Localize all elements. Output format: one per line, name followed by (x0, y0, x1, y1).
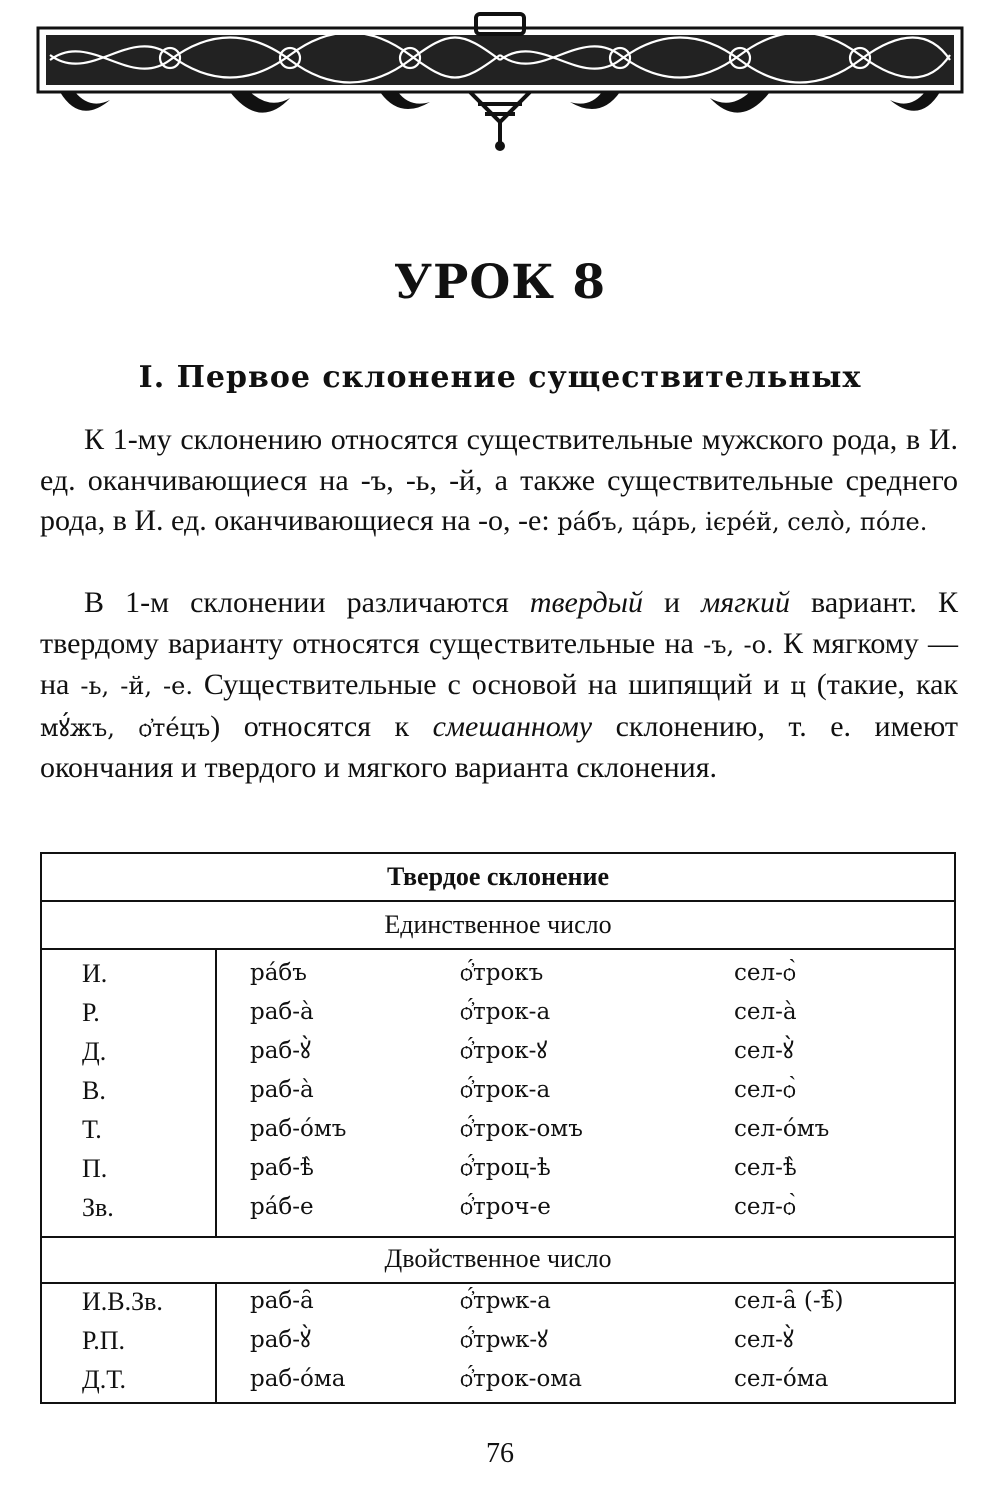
para2-cs2: -ь, -й, -е. (80, 672, 193, 700)
para2-t6: (такие, как (805, 668, 958, 701)
form-otrok: ѻ҆́трок-а (460, 1077, 551, 1103)
table-row (42, 1149, 954, 1188)
form-rab: раб-о́ма (250, 1366, 346, 1392)
form-otrok: ѻ҆́трок-ꙋ (460, 1038, 548, 1064)
table-row (42, 993, 954, 1032)
ornament-header (30, 10, 970, 155)
para2-t7: ) относятся к (210, 709, 433, 743)
singular-header: Единственное число (42, 902, 954, 950)
form-rab: раб-ѣ̀ (250, 1155, 314, 1181)
table-row (42, 1188, 954, 1227)
table-row (42, 1321, 954, 1360)
case-label: В. (82, 1076, 106, 1105)
form-selo: сел-ꙋ̀ (734, 1327, 794, 1353)
para2-t3: вариант. К твердому варианту относятся существительные на (40, 586, 958, 660)
paragraph-first-declension (40, 420, 958, 543)
para2-t2: и (642, 586, 702, 619)
paragraph-variants (40, 583, 958, 789)
page-number: 76 (486, 1438, 514, 1469)
form-rab: раб-о́мъ (250, 1116, 347, 1142)
form-rab: раб-а̑ (250, 1288, 314, 1314)
form-rab: раб-ꙋ̀ (250, 1327, 311, 1353)
para2-t1: В 1-м склонении различаются (84, 586, 530, 619)
form-otrok: ѻ҆́трок-а (460, 999, 551, 1025)
form-rab: ра́б-е (250, 1194, 314, 1220)
form-otrok: ѻ҆́троч-е (460, 1194, 551, 1220)
form-selo: сел-ѻ̀ (734, 1077, 796, 1103)
section-heading: I. Первое склонение существительных (138, 360, 862, 395)
para2-cs4: мꙋ́жъ, ѻ҆те́цъ (40, 713, 211, 742)
table-row (42, 1071, 954, 1110)
case-label: Д. (82, 1037, 107, 1066)
form-selo: сел-ѻ̀ (734, 1194, 796, 1220)
form-otrok: ѻ҆́трок-ома (460, 1366, 582, 1392)
para2-t8: склонению, т. е. имеют окончания и твердого и мягкого варианта склонения. (40, 709, 958, 784)
table-title: Твердое склонение (42, 854, 954, 902)
form-rab: раб-ꙋ̀ (250, 1038, 311, 1064)
form-otrok: ѻ҆́троц-ѣ (460, 1155, 551, 1181)
dual-header: Двойственное число (42, 1236, 954, 1284)
table-row (42, 954, 954, 993)
para2-mixed: смешанному (432, 709, 593, 743)
case-label: Р.П. (82, 1326, 125, 1355)
case-label: И. (82, 959, 108, 988)
table-row (42, 1282, 954, 1321)
para2-t4: К мягкому — на (40, 626, 958, 701)
para2-cs1: -ъ, -о. (703, 630, 774, 659)
para1-examples: ра́бъ, ца́рь, ієре́й, село̀, по́ле. (557, 508, 928, 536)
form-selo: сел-ꙋ̀ (734, 1038, 794, 1064)
case-label: Зв. (82, 1193, 114, 1222)
para1-text: К 1-му склонению относятся существительные мужского рода, в И. ед. оканчивающиеся на -ъ, -ь, -й, а также существительные среднего рода, в И. ед. оканчивающиеся на -о, -е: (40, 423, 958, 537)
case-label: Р. (82, 998, 100, 1027)
para2-soft: мягкий (701, 586, 790, 619)
table-row (42, 1032, 954, 1071)
case-label: Д.Т. (82, 1365, 127, 1394)
declension-table (40, 852, 956, 1404)
form-selo: сел-ѻ̀ (734, 960, 796, 986)
form-otrok: ѻ҆́трѡк-ꙋ (460, 1327, 548, 1353)
form-selo: сел-ѣ̀ (734, 1155, 797, 1181)
para2-t5: Существительные с основой на шипящий и (192, 668, 791, 701)
para2-hard: твердый (529, 586, 643, 619)
form-otrok: ѻ҆́трокъ (460, 960, 544, 986)
form-rab: ра́бъ (250, 960, 307, 986)
case-label: П. (82, 1154, 108, 1183)
form-rab: раб-а̀ (250, 999, 314, 1025)
form-selo: сел-о́ма (734, 1366, 829, 1392)
form-selo: сел-а̑ (-ѣ̑) (734, 1288, 844, 1314)
case-label: Т. (82, 1115, 102, 1144)
case-label: И.В.Зв. (82, 1287, 163, 1316)
para2-cs3: ц (790, 672, 806, 700)
form-selo: сел-а̀ (734, 999, 797, 1025)
form-selo: сел-о́мъ (734, 1116, 830, 1142)
form-otrok: ѻ҆́трок-омъ (460, 1116, 583, 1142)
table-row (42, 1110, 954, 1149)
table-row (42, 1360, 954, 1399)
lesson-title: УРОК 8 (393, 255, 607, 310)
form-rab: раб-а̀ (250, 1077, 314, 1103)
form-otrok: ѻ҆́трѡк-а (460, 1288, 551, 1314)
